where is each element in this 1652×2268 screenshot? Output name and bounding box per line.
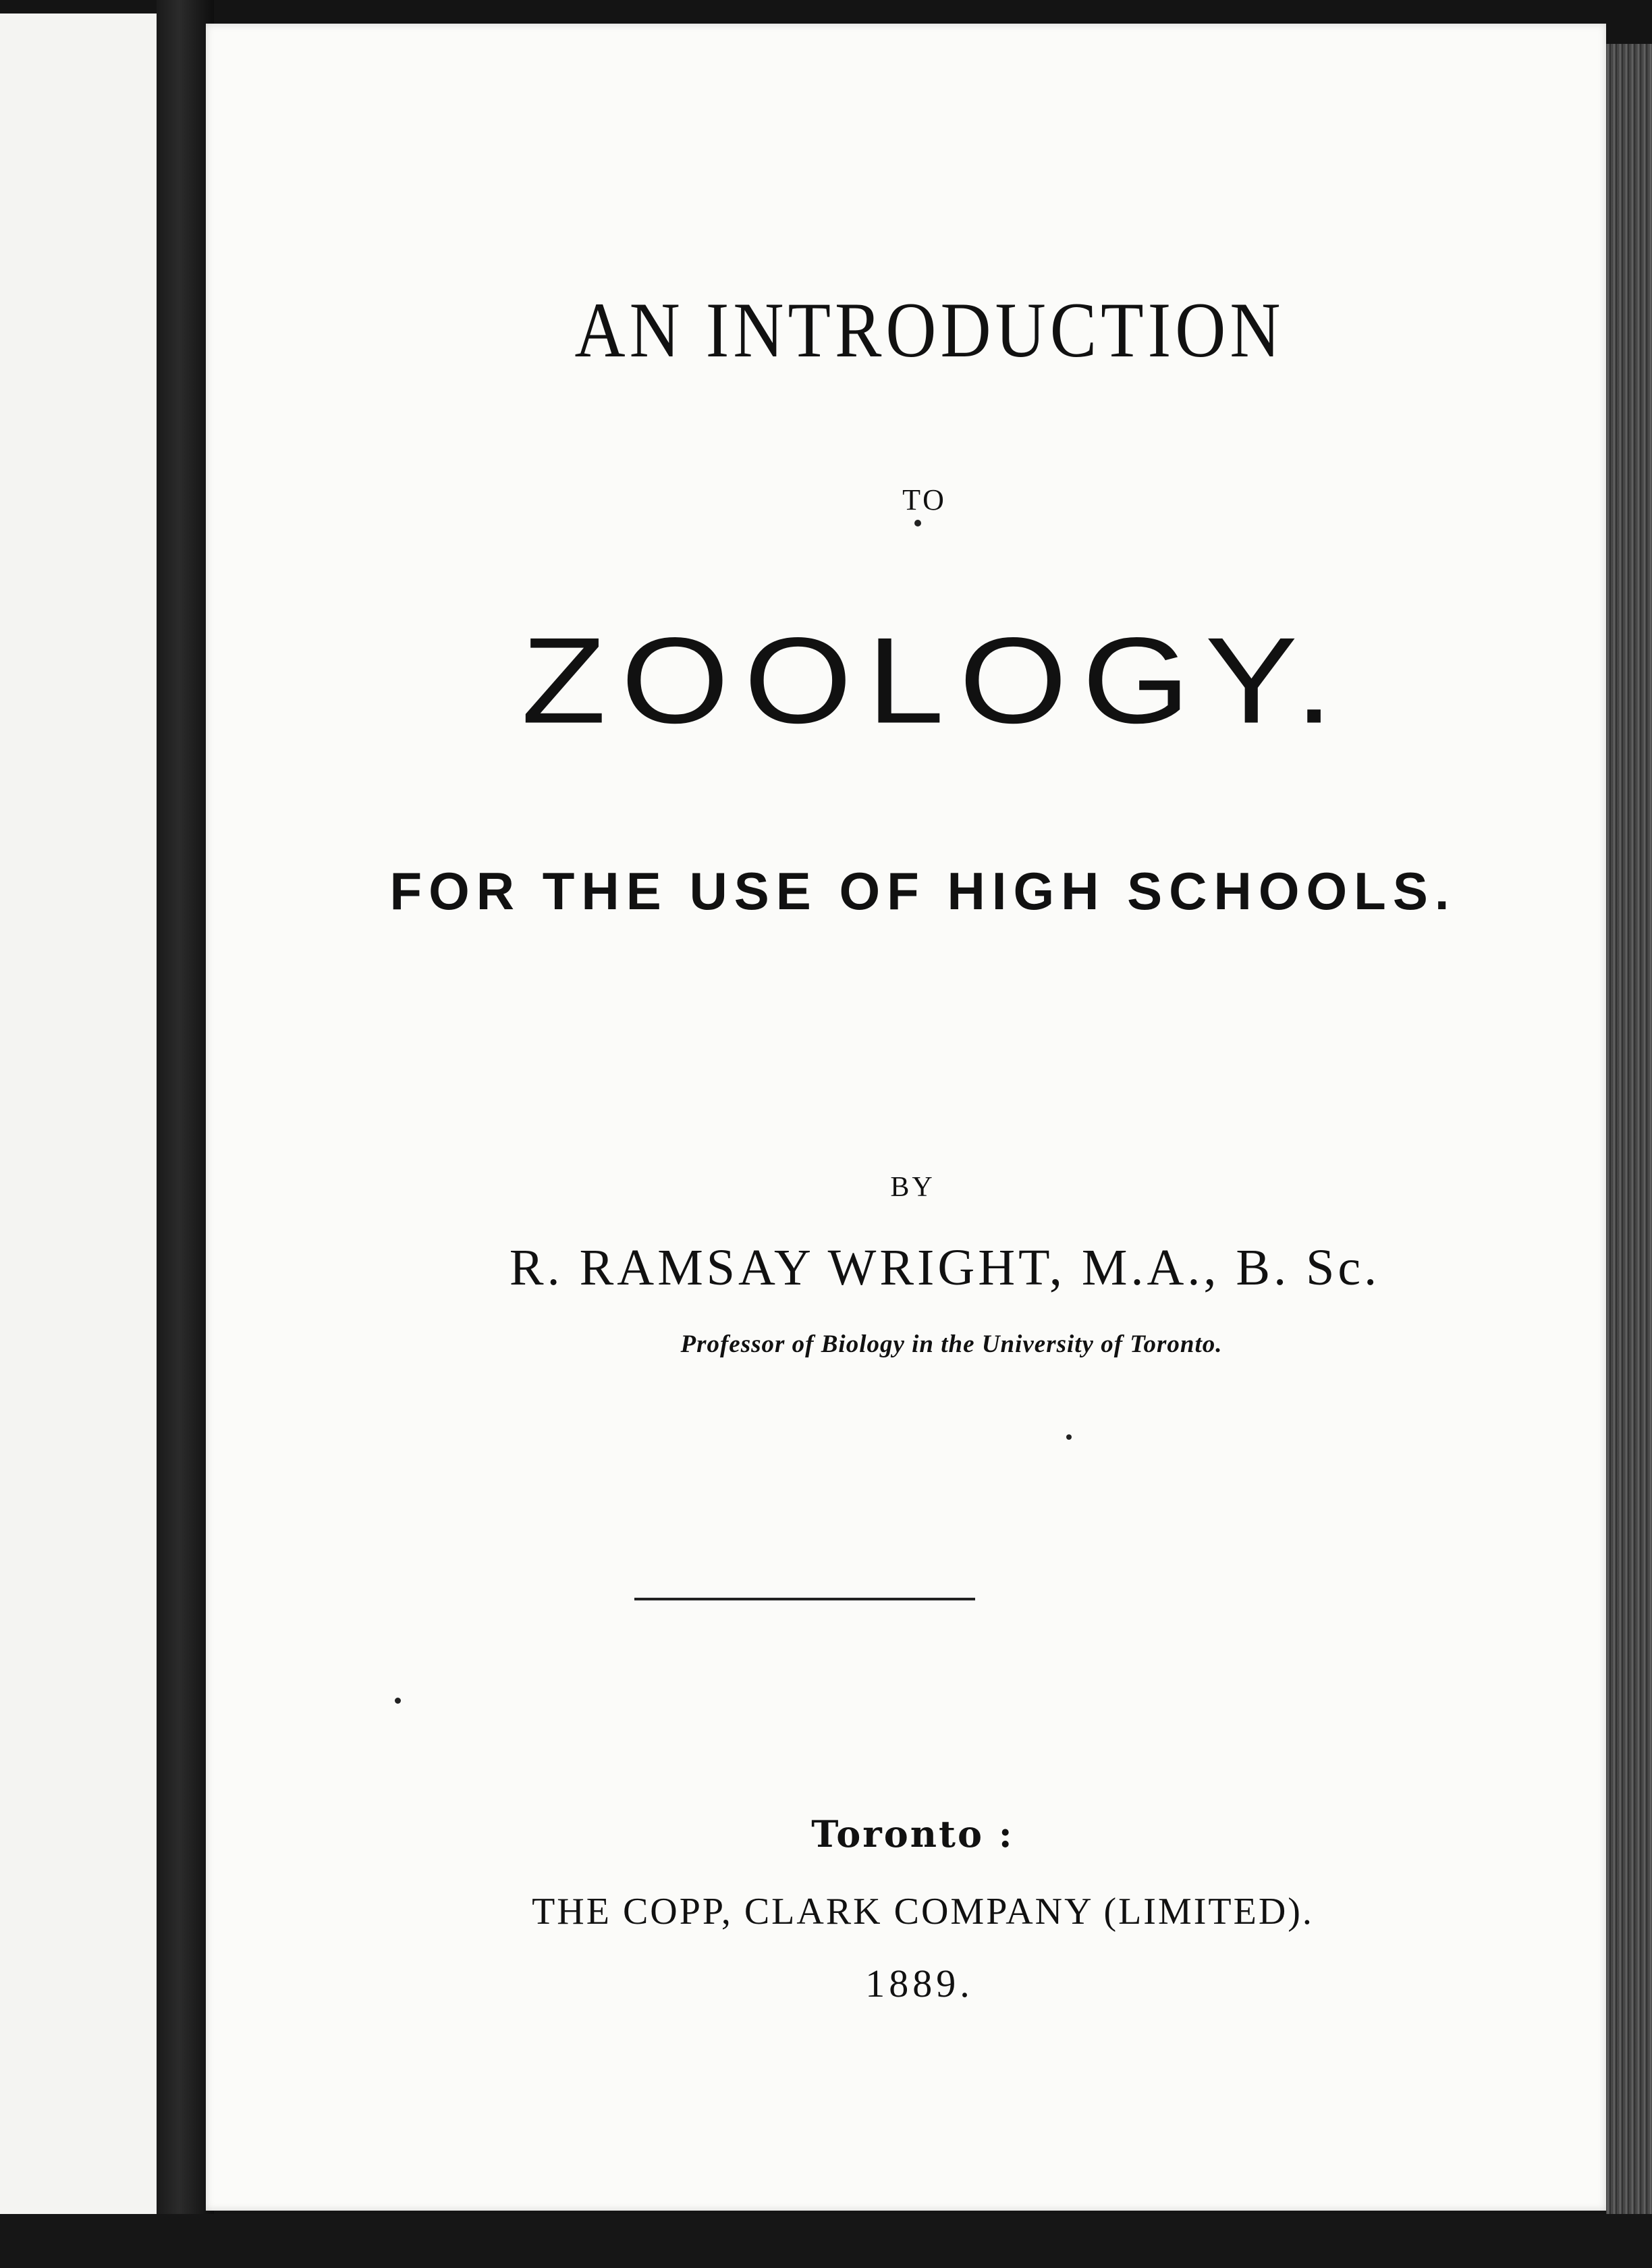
paper-speck [914, 520, 921, 526]
subtitle: FOR THE USE OF HIGH SCHOOLS. [389, 861, 1456, 921]
scan-bottom-border [0, 2214, 1652, 2268]
author-name: R. RAMSAY WRIGHT, M.A., B. Sc. [509, 1239, 1381, 1296]
by-line: BY [890, 1172, 935, 1203]
main-title-zoology: ZOOLOGY. [521, 612, 1348, 749]
title-page [206, 24, 1606, 2211]
left-adjacent-page [0, 14, 159, 2221]
page-edge-stack [1606, 44, 1652, 2231]
divider-rule [634, 1598, 975, 1600]
paper-speck [395, 1698, 401, 1704]
paper-speck [1066, 1434, 1072, 1440]
title-line-to: TO [902, 483, 947, 516]
title-line-an-introduction: AN INTRODUCTION [574, 287, 1285, 374]
author-affiliation: Professor of Biology in the University of Toronto. [680, 1330, 1223, 1358]
publisher-name: THE COPP, CLARK COMPANY (LIMITED). [532, 1891, 1314, 1933]
publication-city: Toronto : [811, 1812, 1014, 1856]
publication-year: 1889. [865, 1962, 974, 2005]
